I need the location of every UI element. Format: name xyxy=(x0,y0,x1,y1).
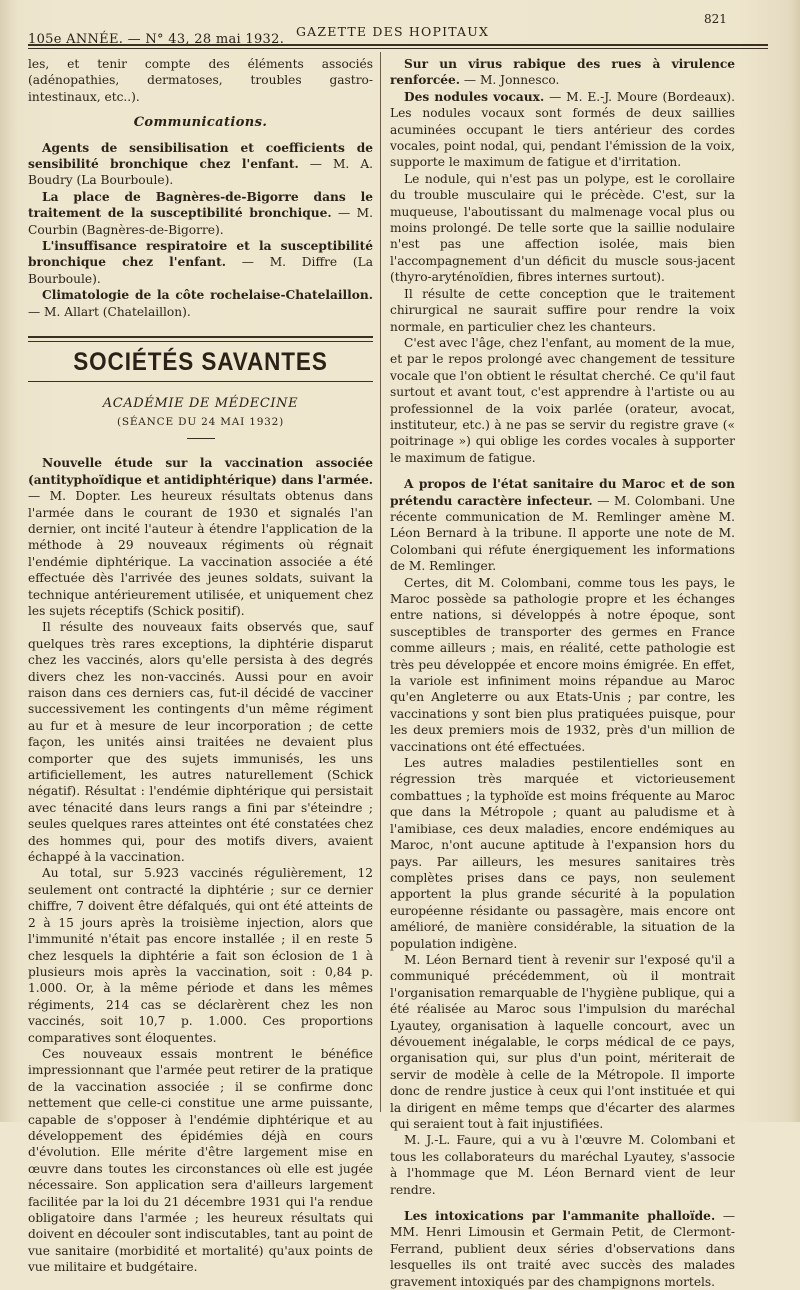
section-title: SOCIÉTÉS SAVANTES xyxy=(73,348,328,377)
communication-entry: Climatologie de la côte rochelaise-Chatelaillon. — M. Allart (Chatelaillon). xyxy=(28,288,373,319)
header-rule-secondary xyxy=(28,48,768,49)
section-rule-bottom xyxy=(28,381,373,382)
issue-info: 105e ANNÉE. — N° 43, 28 mai 1932. xyxy=(28,32,285,47)
article-paragraph: Nouvelle étude sur la vaccination associée (antityphoïdique et antidiphtérique) dans l'armée. — M. Dopter. Les heureux résultats obtenus dans l'armée dans le courant de 1930 et signalés l'an dernier, ont incité l'auteur à étendre l'application de la méthode à 29 nouveaux régiments où régnait l'endémie diphtérique. La vaccination associée a été effectuée dès l'arrivée des jeunes soldats, suivant la technique antérieurement utilisée, et uniquement chez les sujets réceptifs (Schick positif). xyxy=(28,456,374,618)
article-vocal-nodules: Des nodules vocaux. — M. E.-J. Moure (Bordeaux). Les nodules vocaux sont formés de deux saillies acuminées occupant le tiers antérieur des cordes vocales, point nodal, qui, pendant l'émission de la voix, supporte le maximum de fatigue et d'irritation. xyxy=(390,89,736,170)
intro-text: les, et tenir compte des éléments associés (adénopathies, dermatoses, troubles gastro-intestinaux, etc..). xyxy=(28,57,373,104)
article-paragraph: C'est avec l'âge, chez l'enfant, au moment de la mue, et par le repos prolongé avec changement de tessiture vocale que l'on obtient le résultat cherché. Ce qu'il faut surtout et avant tout, c'est apprendre à l'artiste ou au professionnel de la voix parlée (orateur, avocat, instituteur, etc.) à ne pas se servir du registre grave (« poitrinage ») qui oblige les cordes vocales à supporter le maximum de fatigue. xyxy=(390,335,735,465)
communication-entry: Agents de sensibilisation et coefficients de sensibilité bronchique chez l'enfant. — M. A. Boudry (La Bourboule). xyxy=(28,140,374,188)
left-column xyxy=(28,56,373,1276)
column-separator xyxy=(380,52,381,1112)
article-paragraph: Il résulte de cette conception que le traitement chirurgical ne saurait suffire pour rendre la voix normale, en particulier chez les chanteurs. xyxy=(390,286,735,334)
article-paragraph: Les autres maladies pestilentielles sont en régression très marquée et victorieusement combattues ; la typhoïde est moins fréquente au Maroc que dans la Métropole ; quant au paludisme et à l'amibiase, ces deux maladies, encore endémiques au Maroc, n'ont aucune aptitude à l'expansion hors du pays. Par ailleurs, les mesures sanitaires très complètes prises dans ce pays, non seulement apportent la plus grande sécurité à la population européenne résidante ou passagère, mais encore ont amélioré, de manière considérable, la situation de la population indigène. xyxy=(390,756,735,951)
page-number: 821 xyxy=(704,12,727,26)
article-paragraph: Certes, dit M. Colombani, comme tous les pays, le Maroc possède sa pathologie propre et les échanges entre nations, si développés à notre époque, sont susceptibles de transporter des germes en France comme ailleurs ; mais, en réalité, cette pathologie est très peu développée et encore moins émigrée. En effet, la variole est infiniment moins répandue au Maroc qu'en Angleterre ou aux Etats-Unis ; par contre, les vaccinations y sont bien plus pratiquées puisque, pour les deux premiers mois de 1932, près d'un million de vaccinations ont été effectuées. xyxy=(390,575,735,754)
right-column xyxy=(390,56,735,1290)
article-paragraph: Ces nouveaux essais montrent le bénéfice impressionnant que l'armée peut retirer de la pratique de la vaccination associée ; il se confirme donc nettement que celle-ci constitue une arme puissante, capable de s'opposer à l'endémie diphtérique et au développement des épidémies déjà en cours d'évolution. Elle mérite d'être largement mise en œuvre dans toutes les circonstances où elle est jugée nécessaire. Son application sera d'ailleurs largement facilitée par la loi du 21 décembre 1931 qui l'a rendue obligatoire dans l'armée ; les heureux résultats qui doivent en découler sont indiscutables, tant au point de vue sanitaire (morbidité et mortalité) qu'aux points de vue militaire et budgétaire. xyxy=(28,1046,373,1275)
communication-entry: La place de Bagnères-de-Bigorre dans le traitement de la susceptibilité bronchique. — M. Courbin (Bagnères-de-Bigorre). xyxy=(28,189,374,237)
article-paragraph: Le nodule, qui n'est pas un polype, est le corollaire du trouble musculaire qui le précède. C'est, sur la muqueuse, l'aboutissant du malmenage vocal plus ou moins prolongé. De telle sorte que la saillie nodulaire n'est pas une affection isolée, mais bien l'accompagnement d'un déficit du muscle sous-jacent (thyro-aryténoïdien, fibres internes surtout). xyxy=(390,171,735,285)
article-paragraph: M. Léon Bernard tient à revenir sur l'exposé qu'il a communiqué précédemment, où il montrait l'organisation remarquable de l'hygiène publique, qui a été réalisée au Maroc sous l'impulsion du maréchal Lyautey, organisation à laquelle concourt, avec un dévouement inégalable, le corps médical de ce pays, organisation qui, sur plus d'un point, mériterait de servir de modèle à celle de la Métropole. Il importe donc de rendre justice à ceux qui l'ont instituée et qui la dirigent en même temps que d'écarter des alarmes qui seraient tout à fait injustifiées. xyxy=(390,952,735,1131)
short-divider xyxy=(187,438,215,439)
journal-title: GAZETTE DES HOPITAUX xyxy=(296,24,490,39)
seance-date: (SÉANCE DU 24 MAI 1932) xyxy=(116,415,285,428)
academy-heading: ACADÉMIE DE MÉDECINE xyxy=(102,395,299,411)
communication-entry: L'insuffisance respiratoire et la susceptibilité bronchique chez l'enfant. — M. Diffre (La Bourboule). xyxy=(28,239,374,286)
header-rule xyxy=(28,44,768,46)
article-rabies: Sur un virus rabique des rues à virulence renforcée. — M. Jonnesco. xyxy=(390,57,735,88)
section-rule-top xyxy=(28,336,373,342)
article-amanita: Les intoxications par l'ammanite phalloïde. — MM. Henri Limousin et Germain Petit, de Clermont-Ferrand, publient deux séries d'observations dans lesquelles ils ont traité avec succès des malades gravement intoxiqués par des champignons mortels. xyxy=(390,1209,736,1289)
communications-title: Communications. xyxy=(133,115,268,131)
article-maroc: A propos de l'état sanitaire du Maroc et de son prétendu caractère infecteur. — M. Colombani. Une récente communication de M. Remlinger amène M. Léon Bernard à la tribune. Il apporte une note de M. Colombani qui réfute énergiquement les informations de M. Remlinger. xyxy=(390,477,736,574)
article-paragraph: Il résulte des nouveaux faits observés que, sauf quelques très rares exceptions, la diphtérie disparut chez les vaccinés, alors qu'elle persista à des degrés divers chez les non-vaccinés. Aussi pour en avoir raison dans ces derniers cas, fut-il décidé de vacciner successivement les contingents d'un même régiment au fur et à mesure de leur incorporation ; de cette façon, les unités ainsi traitées ne devaient plus comporter que des sujets immunisés, les uns artificiellement, les autres naturellement (Schick négatif). Résultat : l'endémie diphtérique qui persistait avec ténacité dans leurs rangs a fini par s'éteindre ; seules quelques rares atteintes ont été constatées chez des hommes qui, pour des motifs divers, avaient échappé à la vaccination. xyxy=(28,620,373,865)
article-paragraph: M. J.-L. Faure, qui a vu à l'œuvre M. Colombani et tous les collaborateurs du maréchal Lyautey, s'associe à l'hommage que M. Léon Bernard vient de leur rendre. xyxy=(390,1133,735,1197)
article-paragraph: Au total, sur 5.923 vaccinés régulièrement, 12 seulement ont contracté la diphtérie ; sur ce dernier chiffre, 7 doivent être défalqués, qui ont été atteints de 2 à 15 jours après la troisième injection, alors que l'immunité n'était pas encore installée ; il en reste 5 chez lesquels la diphtérie a fait son éclosion de 1 à plusieurs mois après la vaccination, soit : 0,84 p. 1.000. Or, à la même période et dans les mêmes régiments, 214 cas se déclarèrent chez les non vaccinés, soit 10,7 p. 1.000. Ces proportions comparatives sont éloquentes. xyxy=(28,866,373,1045)
